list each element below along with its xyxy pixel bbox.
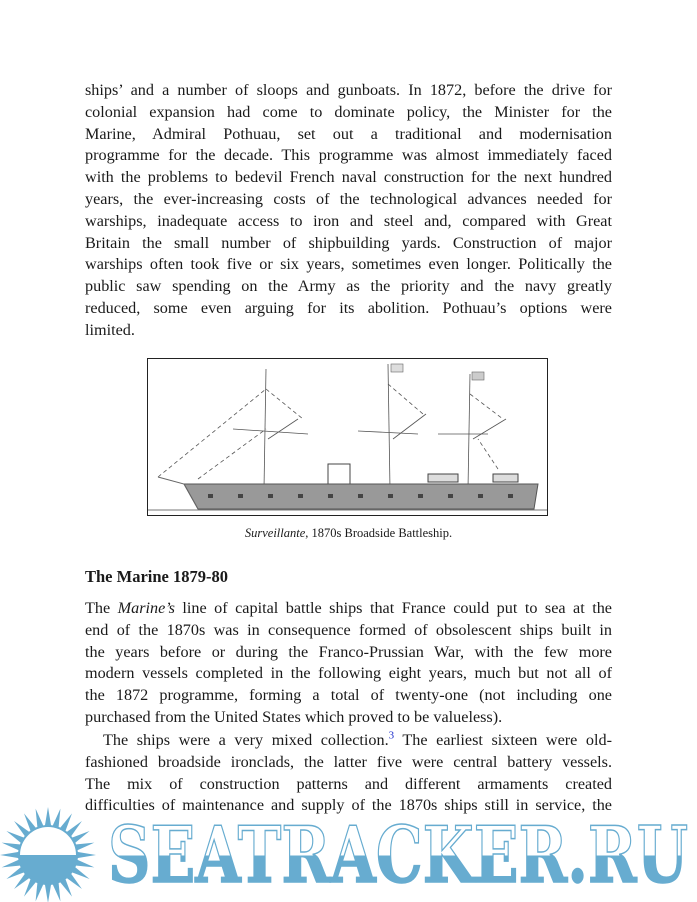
text-line: The mix of construction patterns and different armaments created (85, 774, 612, 793)
text-line: modern vessels completed in the following eight years, much but not all of (85, 664, 612, 683)
text-line: purchased from the United States which proved to be valueless). (85, 707, 503, 726)
ship-drawing (148, 359, 547, 515)
text-line: end of the 1870s was in consequence formed of obsolescent ships built in (85, 620, 612, 639)
text-fragment: The ships were a very mixed collection. (103, 731, 389, 749)
text-line: the years before or during the Franco-Prussian War, with the few more (85, 642, 612, 661)
text-line: programme for the decade. This programme was almost immediately faced (85, 146, 612, 165)
text-line: years, the ever-increasing costs of the technological advances needed for (85, 189, 612, 208)
ship-illustration (147, 358, 548, 516)
text-line: colonial expansion had come to dominate policy, the Minister for the (85, 102, 612, 121)
text-line: fashioned broadside ironclads, the latter five were central battery vessels. (85, 752, 612, 771)
text-line (85, 598, 612, 620)
italic-text: Marine’s (117, 599, 175, 617)
text-fragment: The earliest sixteen were old- (394, 731, 612, 749)
text-line (85, 730, 612, 752)
seatracker-watermark (0, 800, 697, 902)
paragraph-1 (85, 80, 612, 342)
sun-logo-icon (0, 807, 96, 902)
text-line: reduced, some even arguing for its abolition. Pothuau’s options were (85, 298, 612, 317)
text-line: ships’ and a number of sloops and gunboats. In 1872, before the drive for (85, 81, 612, 99)
section-heading: The Marine 1879-80 (85, 567, 228, 586)
text-line: limited. (85, 320, 135, 339)
text-line: Marine, Admiral Pothuau, set out a traditional and modernisation (85, 124, 612, 143)
text-line: public saw spending on the Army as the priority and the navy greatly (85, 277, 612, 296)
text-line: the 1872 programme, forming a total of twenty-one (not including one (85, 686, 612, 705)
text-fragment: The (85, 599, 118, 617)
text-line: difficulties of maintenance and supply of the 1870s ships still in service, the (85, 796, 612, 815)
paragraph-2 (85, 598, 612, 729)
figure-caption (0, 526, 697, 541)
caption-text: , 1870s Broadside Battleship. (305, 526, 453, 540)
footnote-link[interactable]: 3 (388, 729, 395, 742)
text-line: Britain the small number of shipbuilding yards. Construction of major (85, 233, 612, 252)
text-line: with the problems to bedevil French naval construction for the next hundred (85, 168, 612, 187)
text-fragment: line of capital battle ships that France could put to sea at the (174, 599, 612, 617)
text-line: warships often took five or six years, sometimes even longer. Politically the (85, 255, 612, 274)
caption-ship-name: Surveillante (244, 526, 306, 540)
text-line: warships, inadequate access to iron and steel and, compared with Great (85, 211, 612, 230)
watermark-text: SEATRACKER.RU (108, 810, 688, 901)
